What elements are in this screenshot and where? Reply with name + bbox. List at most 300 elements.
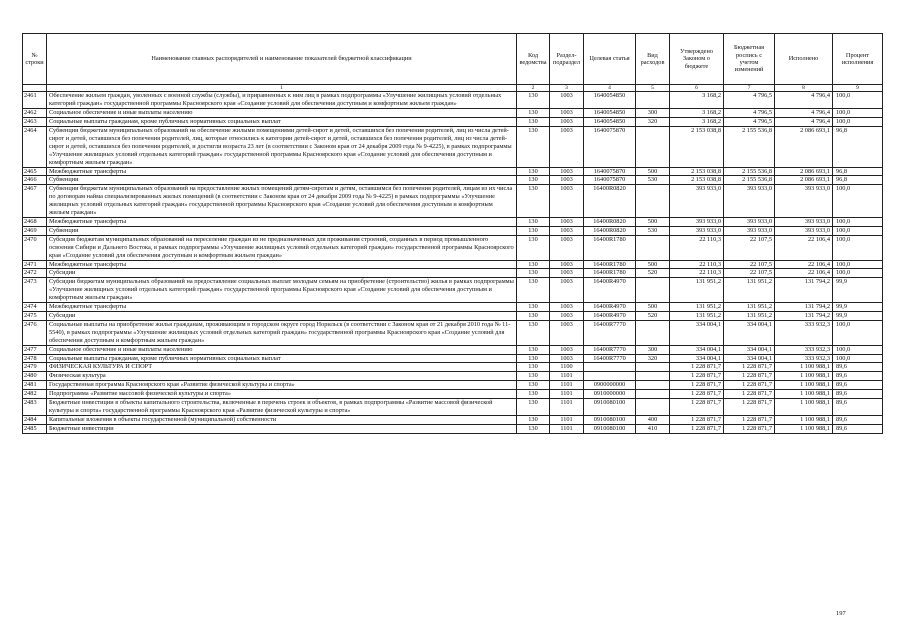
- row-number: 2483: [23, 399, 47, 416]
- row-approved: 1 228 871,7: [670, 424, 724, 433]
- row-expense-type: [636, 381, 670, 390]
- row-section: 1003: [550, 167, 584, 176]
- column-number: 1: [47, 85, 517, 92]
- row-department-code: 130: [517, 218, 550, 227]
- row-section: 1003: [550, 278, 584, 303]
- row-approved: 334 004,1: [670, 320, 724, 345]
- row-expense-type: 300: [636, 345, 670, 354]
- row-name: Социальные выплаты гражданам, кроме публичных нормативных социальных выплат: [47, 118, 517, 127]
- row-budget-schedule: 22 107,5: [724, 260, 775, 269]
- row-section: 1003: [550, 92, 584, 109]
- row-expense-type: [636, 92, 670, 109]
- row-budget-schedule: 393 933,0: [724, 218, 775, 227]
- table-row: [23, 269, 883, 278]
- row-department-code: 130: [517, 127, 550, 168]
- table-row: [23, 176, 883, 185]
- row-percent: 89,6: [833, 363, 883, 372]
- row-department-code: 130: [517, 269, 550, 278]
- row-name: Обеспечение жильем граждан, уволенных с военной службы (службы), и приравненных к ним лиц в рамках подпрограммы «Улучшение жилищных условий отдельных категорий граждан» государственной программы Красноярского края «Создание условий для обеспечения доступным и комфортным жильем граждан»: [47, 92, 517, 109]
- row-percent: 100,0: [833, 354, 883, 363]
- row-target-article: 16400R1780: [584, 269, 636, 278]
- row-department-code: 130: [517, 372, 550, 381]
- column-number: 4: [584, 85, 636, 92]
- row-number: 2480: [23, 372, 47, 381]
- row-section: 1003: [550, 260, 584, 269]
- row-department-code: 130: [517, 226, 550, 235]
- table-row: [23, 235, 883, 260]
- column-number: 5: [636, 85, 670, 92]
- table-row: [23, 278, 883, 303]
- row-approved: 1 228 871,7: [670, 372, 724, 381]
- header-department-code: Код ведомства: [517, 34, 550, 85]
- row-executed: 1 100 988,1: [775, 381, 833, 390]
- row-section: 1101: [550, 424, 584, 433]
- row-percent: 100,0: [833, 345, 883, 354]
- row-department-code: 130: [517, 363, 550, 372]
- table-row: [23, 381, 883, 390]
- column-number-row: [23, 85, 883, 92]
- row-budget-schedule: 4 796,5: [724, 109, 775, 118]
- row-section: 1003: [550, 354, 584, 363]
- row-expense-type: 520: [636, 311, 670, 320]
- row-section: 1003: [550, 176, 584, 185]
- row-executed: 131 794,2: [775, 303, 833, 312]
- row-section: 1003: [550, 226, 584, 235]
- row-name: Субсидии бюджетам муниципальных образований на предоставление социальных выплат молодым семьям на приобретение (строительство) жилья в рамках подпрограммы «Улучшение жилищных условий отдельных категорий граждан» государственной программы Красноярского края «Создание условий для обеспечения доступным и комфортным жильем граждан»: [47, 278, 517, 303]
- row-name: Субвенции: [47, 176, 517, 185]
- row-approved: 131 951,2: [670, 311, 724, 320]
- row-target-article: 16400R4970: [584, 311, 636, 320]
- row-target-article: 1640054850: [584, 109, 636, 118]
- row-approved: 393 933,0: [670, 218, 724, 227]
- table-row: [23, 390, 883, 399]
- row-name: Бюджетные инвестиции: [47, 424, 517, 433]
- row-budget-schedule: 334 004,1: [724, 320, 775, 345]
- row-target-article: 16400R0820: [584, 226, 636, 235]
- row-department-code: 130: [517, 354, 550, 363]
- row-target-article: 0910000000: [584, 390, 636, 399]
- row-budget-schedule: 334 004,1: [724, 354, 775, 363]
- header-percent: Процент исполнения: [833, 34, 883, 85]
- table-row: [23, 118, 883, 127]
- row-approved: 2 153 038,8: [670, 167, 724, 176]
- row-executed: 2 086 693,1: [775, 167, 833, 176]
- table-row: [23, 226, 883, 235]
- row-name: Межбюджетные трансферты: [47, 167, 517, 176]
- row-department-code: 130: [517, 424, 550, 433]
- row-expense-type: 530: [636, 176, 670, 185]
- row-budget-schedule: 2 155 536,8: [724, 167, 775, 176]
- row-budget-schedule: 1 228 871,7: [724, 399, 775, 416]
- column-number: 8: [775, 85, 833, 92]
- row-number: 2476: [23, 320, 47, 345]
- row-expense-type: [636, 320, 670, 345]
- row-expense-type: 320: [636, 118, 670, 127]
- row-name: Субвенции бюджетам муниципальных образований на предоставление жилых помещений детям-сиротам и детям, оставшимся без попечения родителей, лицам из их числа по договорам найма специализированных жилых помещений (в соответствии с Законом края от 24 декабря 2009 года № 9-4225) в рамках подпрограммы «Улучшение жилищных условий отдельных категорий граждан» государственной программы Красноярского края «Создание условий для обеспечения доступным и комфортным жильем граждан»: [47, 185, 517, 218]
- row-budget-schedule: 131 951,2: [724, 303, 775, 312]
- row-executed: 22 106,4: [775, 269, 833, 278]
- row-percent: 100,0: [833, 109, 883, 118]
- row-section: 1003: [550, 311, 584, 320]
- row-percent: 100,0: [833, 92, 883, 109]
- row-number: 2470: [23, 235, 47, 260]
- table-row: [23, 109, 883, 118]
- row-approved: 22 110,3: [670, 269, 724, 278]
- row-expense-type: [636, 185, 670, 218]
- header-expense-type: Вид расходов: [636, 34, 670, 85]
- row-section: 1003: [550, 303, 584, 312]
- row-budget-schedule: 1 228 871,7: [724, 390, 775, 399]
- table-row: [23, 311, 883, 320]
- row-expense-type: [636, 372, 670, 381]
- row-budget-schedule: 4 796,5: [724, 118, 775, 127]
- row-expense-type: 320: [636, 354, 670, 363]
- row-target-article: 0910080100: [584, 424, 636, 433]
- table-row: [23, 354, 883, 363]
- row-department-code: 130: [517, 415, 550, 424]
- row-name: Межбюджетные трансферты: [47, 218, 517, 227]
- row-budget-schedule: 2 155 536,8: [724, 127, 775, 168]
- row-budget-schedule: 4 796,5: [724, 92, 775, 109]
- row-name: Субсидии: [47, 269, 517, 278]
- row-expense-type: [636, 127, 670, 168]
- row-executed: 131 794,2: [775, 278, 833, 303]
- row-section: 1003: [550, 235, 584, 260]
- column-number: 7: [724, 85, 775, 92]
- row-number: 2468: [23, 218, 47, 227]
- row-number: 2473: [23, 278, 47, 303]
- row-target-article: [584, 372, 636, 381]
- row-executed: 2 086 693,1: [775, 127, 833, 168]
- row-percent: 99,9: [833, 278, 883, 303]
- row-executed: 1 100 988,1: [775, 363, 833, 372]
- row-executed: 22 106,4: [775, 235, 833, 260]
- row-expense-type: 500: [636, 167, 670, 176]
- row-number: 2485: [23, 424, 47, 433]
- row-executed: 22 106,4: [775, 260, 833, 269]
- row-name: Физическая культура: [47, 372, 517, 381]
- row-section: 1003: [550, 345, 584, 354]
- table-row: [23, 363, 883, 372]
- row-number: 2471: [23, 260, 47, 269]
- row-department-code: 130: [517, 235, 550, 260]
- row-percent: 89,6: [833, 415, 883, 424]
- table-header-row: [23, 34, 883, 85]
- row-percent: 89,6: [833, 381, 883, 390]
- row-budget-schedule: 1 228 871,7: [724, 415, 775, 424]
- row-expense-type: 300: [636, 109, 670, 118]
- row-budget-schedule: 334 004,1: [724, 345, 775, 354]
- row-number: 2461: [23, 92, 47, 109]
- row-budget-schedule: 393 933,0: [724, 185, 775, 218]
- row-department-code: 130: [517, 345, 550, 354]
- row-name: Государственная программа Красноярского края «Развитие физической культуры и спорта»: [47, 381, 517, 390]
- row-expense-type: 400: [636, 415, 670, 424]
- row-approved: 3 168,2: [670, 118, 724, 127]
- header-row-number: № строки: [23, 34, 47, 85]
- row-target-article: 16400R7770: [584, 320, 636, 345]
- row-name: ФИЗИЧЕСКАЯ КУЛЬТУРА И СПОРТ: [47, 363, 517, 372]
- row-budget-schedule: 1 228 871,7: [724, 424, 775, 433]
- row-number: 2462: [23, 109, 47, 118]
- row-target-article: 1640054850: [584, 118, 636, 127]
- row-budget-schedule: 22 107,5: [724, 235, 775, 260]
- row-percent: 99,9: [833, 303, 883, 312]
- row-budget-schedule: 393 933,0: [724, 226, 775, 235]
- row-percent: 100,0: [833, 235, 883, 260]
- row-executed: 1 100 988,1: [775, 390, 833, 399]
- row-section: 1003: [550, 320, 584, 345]
- row-percent: 100,0: [833, 269, 883, 278]
- row-expense-type: 500: [636, 218, 670, 227]
- table-row: [23, 320, 883, 345]
- row-section: 1003: [550, 109, 584, 118]
- row-number: 2482: [23, 390, 47, 399]
- row-number: 2481: [23, 381, 47, 390]
- row-department-code: 130: [517, 167, 550, 176]
- row-expense-type: [636, 390, 670, 399]
- row-approved: 334 004,1: [670, 354, 724, 363]
- row-budget-schedule: 2 155 536,8: [724, 176, 775, 185]
- row-department-code: 130: [517, 278, 550, 303]
- row-approved: 393 933,0: [670, 185, 724, 218]
- header-section: Раздел-подраздел: [550, 34, 584, 85]
- row-section: 1003: [550, 218, 584, 227]
- row-budget-schedule: 131 951,2: [724, 278, 775, 303]
- row-expense-type: [636, 278, 670, 303]
- row-name: Социальные выплаты гражданам, кроме публичных нормативных социальных выплат: [47, 354, 517, 363]
- row-target-article: 16400R4970: [584, 278, 636, 303]
- row-number: 2477: [23, 345, 47, 354]
- row-approved: 3 168,2: [670, 109, 724, 118]
- column-number: 2: [517, 85, 550, 92]
- row-approved: 131 951,2: [670, 303, 724, 312]
- row-section: 1101: [550, 399, 584, 416]
- row-executed: 4 796,4: [775, 118, 833, 127]
- row-section: 1101: [550, 372, 584, 381]
- row-section: 1101: [550, 390, 584, 399]
- row-expense-type: 520: [636, 269, 670, 278]
- table-row: [23, 415, 883, 424]
- row-approved: 131 951,2: [670, 278, 724, 303]
- row-section: 1003: [550, 185, 584, 218]
- row-target-article: 16400R0820: [584, 185, 636, 218]
- row-target-article: 16400R1780: [584, 260, 636, 269]
- row-target-article: 16400R7770: [584, 345, 636, 354]
- row-number: 2467: [23, 185, 47, 218]
- row-expense-type: [636, 363, 670, 372]
- row-target-article: 0910080100: [584, 415, 636, 424]
- column-number: [23, 85, 47, 92]
- row-department-code: 130: [517, 176, 550, 185]
- row-target-article: 1640075870: [584, 176, 636, 185]
- row-executed: 393 933,0: [775, 185, 833, 218]
- row-number: 2478: [23, 354, 47, 363]
- row-number: 2479: [23, 363, 47, 372]
- row-percent: 89,6: [833, 399, 883, 416]
- row-section: 1003: [550, 269, 584, 278]
- row-section: 1003: [550, 118, 584, 127]
- row-percent: 100,0: [833, 118, 883, 127]
- row-section: 1101: [550, 415, 584, 424]
- table-body: [23, 92, 883, 433]
- row-percent: 96,8: [833, 167, 883, 176]
- row-approved: 3 168,2: [670, 92, 724, 109]
- row-name: Социальные выплаты на приобретение жилья гражданам, проживающим в городском округе город Норильск (в соответствии с Законом края от 21 декабря 2010 года № 11-5540), в рамках подпрограммы «Улучшение жилищных условий отдельных категорий граждан» государственной программы Красноярского края «Создание условий для обеспечения доступным и комфортным жильем граждан»: [47, 320, 517, 345]
- row-name: Межбюджетные трансферты: [47, 303, 517, 312]
- row-name: Бюджетные инвестиции в объекты капитального строительства, включенные в перечень строек и объектов, в рамках подпрограммы «Развитие массовой физической культуры и спорта» государственной программы Красноярского края «Развитие физической культуры и спорта»: [47, 399, 517, 416]
- row-department-code: 130: [517, 390, 550, 399]
- row-number: 2484: [23, 415, 47, 424]
- row-budget-schedule: 1 228 871,7: [724, 372, 775, 381]
- row-department-code: 130: [517, 92, 550, 109]
- row-percent: 99,9: [833, 311, 883, 320]
- row-executed: 4 796,4: [775, 109, 833, 118]
- table-row: [23, 399, 883, 416]
- row-section: 1101: [550, 381, 584, 390]
- row-approved: 22 110,3: [670, 235, 724, 260]
- row-target-article: 1640054850: [584, 92, 636, 109]
- header-budget-schedule: Бюджетная роспись с учетом изменений: [724, 34, 775, 85]
- row-number: 2464: [23, 127, 47, 168]
- row-approved: 1 228 871,7: [670, 415, 724, 424]
- row-department-code: 130: [517, 118, 550, 127]
- row-section: 1003: [550, 127, 584, 168]
- row-budget-schedule: 22 107,5: [724, 269, 775, 278]
- row-budget-schedule: 131 951,2: [724, 311, 775, 320]
- row-name: Социальное обеспечение и иные выплаты населению: [47, 109, 517, 118]
- row-executed: 1 100 988,1: [775, 372, 833, 381]
- row-expense-type: [636, 399, 670, 416]
- row-department-code: 130: [517, 381, 550, 390]
- row-number: 2465: [23, 167, 47, 176]
- row-expense-type: 530: [636, 226, 670, 235]
- row-executed: 1 100 988,1: [775, 399, 833, 416]
- row-target-article: 16400R1780: [584, 235, 636, 260]
- row-executed: 1 100 988,1: [775, 424, 833, 433]
- row-name: Субсидия бюджетам муниципальных образований на переселение граждан из не предназначенных для проживания строений, созданных в период промышленного освоения Сибири и Дальнего Востока, в рамках подпрограммы «Улучшение жилищных условий отдельных категорий граждан» государственной программы Красноярского края «Создание условий для обеспечения доступным и комфортным жильем граждан»: [47, 235, 517, 260]
- row-target-article: 1640075870: [584, 167, 636, 176]
- row-budget-schedule: 1 228 871,7: [724, 363, 775, 372]
- row-target-article: [584, 363, 636, 372]
- table-row: [23, 127, 883, 168]
- column-number: 6: [670, 85, 724, 92]
- row-target-article: 0910080100: [584, 399, 636, 416]
- row-approved: 1 228 871,7: [670, 363, 724, 372]
- page-number: 197: [836, 610, 846, 617]
- row-name: Субсидии: [47, 311, 517, 320]
- row-executed: 2 086 693,1: [775, 176, 833, 185]
- row-approved: 2 153 038,8: [670, 176, 724, 185]
- table-row: [23, 303, 883, 312]
- row-name: Межбюджетные трансферты: [47, 260, 517, 269]
- row-percent: 100,0: [833, 185, 883, 218]
- row-target-article: 0900000000: [584, 381, 636, 390]
- row-budget-schedule: 1 228 871,7: [724, 381, 775, 390]
- row-number: 2466: [23, 176, 47, 185]
- row-department-code: 130: [517, 311, 550, 320]
- row-target-article: 16400R0820: [584, 218, 636, 227]
- row-approved: 1 228 871,7: [670, 390, 724, 399]
- row-approved: 2 153 038,8: [670, 127, 724, 168]
- row-executed: 333 932,3: [775, 345, 833, 354]
- row-target-article: 16400R4970: [584, 303, 636, 312]
- row-name: Субвенции: [47, 226, 517, 235]
- row-number: 2472: [23, 269, 47, 278]
- row-department-code: 130: [517, 320, 550, 345]
- row-number: 2463: [23, 118, 47, 127]
- row-executed: 393 933,0: [775, 226, 833, 235]
- row-percent: 100,0: [833, 320, 883, 345]
- table-row: [23, 92, 883, 109]
- row-executed: 333 932,3: [775, 354, 833, 363]
- row-expense-type: 410: [636, 424, 670, 433]
- row-percent: 89,6: [833, 390, 883, 399]
- row-percent: 100,0: [833, 226, 883, 235]
- row-approved: 1 228 871,7: [670, 381, 724, 390]
- row-percent: 96,8: [833, 127, 883, 168]
- budget-report-page: [22, 33, 882, 434]
- header-executed: Исполнено: [775, 34, 833, 85]
- row-name: Капитальные вложения в объекты государственной (муниципальной) собственности: [47, 415, 517, 424]
- row-name: Социальное обеспечение и иные выплаты населению: [47, 345, 517, 354]
- table-row: [23, 167, 883, 176]
- table-row: [23, 218, 883, 227]
- column-number: 3: [550, 85, 584, 92]
- row-approved: 22 110,3: [670, 260, 724, 269]
- row-percent: 100,0: [833, 260, 883, 269]
- row-executed: 1 100 988,1: [775, 415, 833, 424]
- row-department-code: 130: [517, 260, 550, 269]
- table-row: [23, 345, 883, 354]
- row-executed: 131 794,2: [775, 311, 833, 320]
- row-department-code: 130: [517, 399, 550, 416]
- column-number: 9: [833, 85, 883, 92]
- row-name: Субвенции бюджетам муниципальных образований на обеспечение жилыми помещениями детей-сирот и детей, оставшихся без попечения родителей, лиц из числа детей-сирот и детей, оставшихся без попечения родителей, лиц, которые относились к категории детей-сирот и детей, оставшихся без попечения родителей, лиц из числа детей-сирот и детей, оставшихся без попечения родителей, и достигли возраста 23 лет (в соответствии с Законом края от 24 декабря 2009 года № 9-4225), в рамках подпрограммы «Улучшение жилищных условий отдельных категорий граждан» государственной программы Красноярского края «Создание условий для обеспечения доступным и комфортным жильем граждан»: [47, 127, 517, 168]
- row-percent: 96,8: [833, 176, 883, 185]
- row-expense-type: 500: [636, 260, 670, 269]
- table-row: [23, 372, 883, 381]
- row-percent: 100,0: [833, 218, 883, 227]
- row-executed: 333 932,3: [775, 320, 833, 345]
- row-department-code: 130: [517, 109, 550, 118]
- budget-table: [22, 33, 883, 434]
- row-expense-type: [636, 235, 670, 260]
- row-number: 2469: [23, 226, 47, 235]
- header-name: Наименование главных распорядителей и наименование показателей бюджетной классификации: [47, 34, 517, 85]
- row-department-code: 130: [517, 303, 550, 312]
- row-number: 2475: [23, 311, 47, 320]
- row-approved: 393 933,0: [670, 226, 724, 235]
- table-row: [23, 260, 883, 269]
- table-row: [23, 185, 883, 218]
- row-department-code: 130: [517, 185, 550, 218]
- row-percent: 89,6: [833, 424, 883, 433]
- row-section: 1100: [550, 363, 584, 372]
- table-row: [23, 424, 883, 433]
- row-approved: 1 228 871,7: [670, 399, 724, 416]
- row-name: Подпрограмма «Развитие массовой физической культуры и спорта»: [47, 390, 517, 399]
- row-percent: 89,6: [833, 372, 883, 381]
- header-target-article: Целевая статья: [584, 34, 636, 85]
- row-target-article: 16400R7770: [584, 354, 636, 363]
- row-executed: 4 796,4: [775, 92, 833, 109]
- row-target-article: 1640075870: [584, 127, 636, 168]
- row-executed: 393 933,0: [775, 218, 833, 227]
- row-expense-type: 500: [636, 303, 670, 312]
- row-number: 2474: [23, 303, 47, 312]
- row-approved: 334 004,1: [670, 345, 724, 354]
